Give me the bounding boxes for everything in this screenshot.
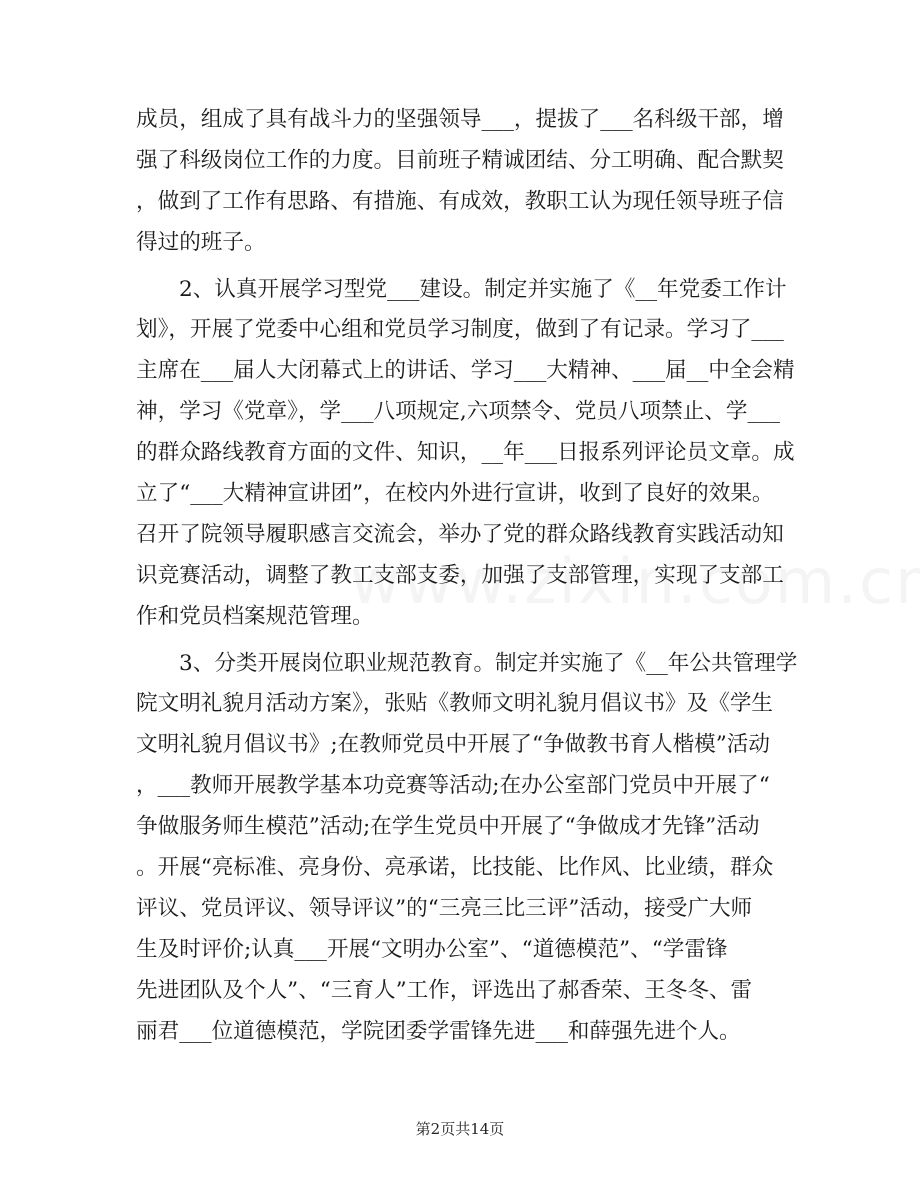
text-line: 院文明礼貌月活动方案》，张贴《教师文明礼貌月倡议书》及《学生 [136, 691, 774, 717]
text-line: 生及时评价;认真___开展“文明办公室”、“道德模范”、“学雷锋 [136, 936, 728, 962]
text-line: 2、认真开展学习型党___建设。制定并实施了《__年党委工作计 [179, 276, 787, 302]
text-line: 。开展“亮标准、亮身份、亮承诺，比技能、比作风、比业绩，群众 [136, 855, 774, 881]
text-line: 的群众路线教育方面的文件、知识，__年___日报系列评论员文章。成 [136, 440, 795, 466]
page-footer: 第2页共14页 [415, 1120, 505, 1138]
text-line: 争做服务师生模范”活动;在学生党员中开展了“争做成才先锋”活动 [136, 814, 760, 840]
text-line: 划》，开展了党委中心组和党员学习制度，做到了有记录。学习了___ [136, 317, 784, 343]
paragraph-1 [136, 100, 784, 264]
text-line: 丽君___位道德模范，学院团委学雷锋先进___和薛强先进个人。 [136, 1018, 741, 1044]
text-line: 识竞赛活动，调整了教工支部支委，加强了支部管理，实现了支部工 [136, 562, 784, 588]
paragraph-2 [136, 270, 795, 638]
text-line: 3、分类开展岗位职业规范教育。制定并实施了《__年公共管理学 [179, 650, 798, 676]
text-line: 强了科级岗位工作的力度。目前班子精诚团结、分工明确、配合默契 [136, 147, 784, 173]
text-line: 先进团队及个人”、“三育人”工作，评选出了郝香荣、王冬冬、雷 [136, 977, 753, 1003]
text-line: 文明礼貌月倡议书》;在教师党员中开展了“争做教书育人楷模”活动 [136, 732, 770, 758]
text-line: 召开了院领导履职感言交流会，举办了党的群众路线教育实践活动知 [136, 521, 784, 547]
text-line: 作和党员档案规范管理。 [136, 603, 374, 629]
document-body [136, 100, 798, 1052]
text-line: 神，学习《党章》，学___八项规定,六项禁令、党员八项禁止、学___ [136, 399, 780, 425]
text-line: 得过的班子。 [136, 229, 266, 255]
text-line: ，___教师开展教学基本功竞赛等活动;在办公室部门党员中开展了“ [136, 773, 770, 799]
paragraph-3 [136, 644, 798, 1053]
text-line: 主席在___届人大闭幕式上的讲话、学习___大精神、___届__中全会精 [136, 358, 795, 384]
text-line: 成员，组成了具有战斗力的坚强领导___，提拔了___名科级干部，增 [136, 107, 784, 132]
text-line: 评议、党员评议、领导评议”的“三亮三比三评”活动，接受广大师 [136, 895, 753, 921]
text-line: ，做到了工作有思路、有措施、有成效，教职工认为现任领导班子信 [136, 188, 784, 214]
text-line: 立了“___大精神宣讲团”，在校内外进行宣讲，收到了良好的效果。 [136, 481, 774, 507]
